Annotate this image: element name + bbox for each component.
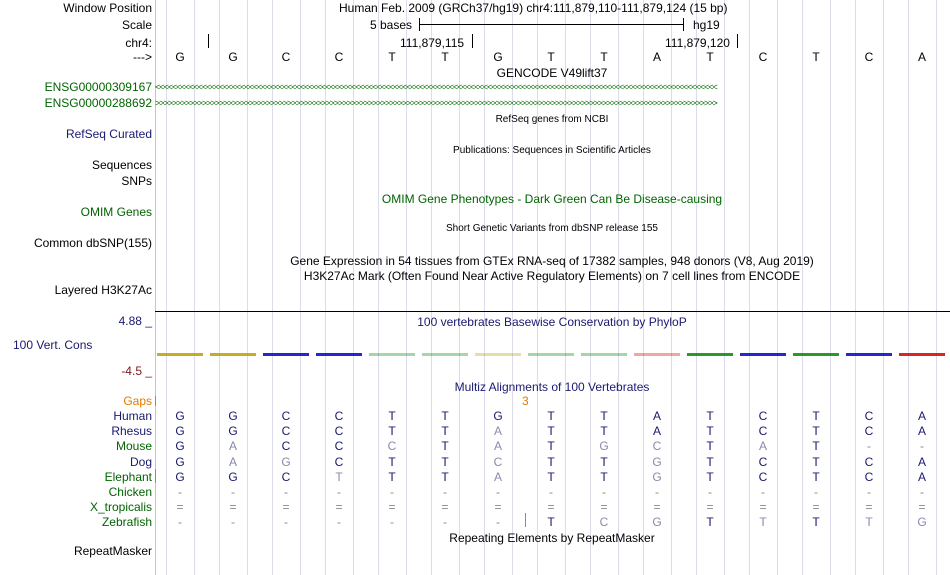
sequence-base: T [706,50,714,64]
conservation-bar [475,353,521,356]
alignment-base: C [334,409,344,423]
sequence-base: T [812,50,820,64]
alignment-base: - [602,485,606,499]
scale-bar [419,24,684,25]
conservation-bar [634,353,680,356]
position-text: Human Feb. 2009 (GRCh37/hg19) chr4:111,879,110-111,879,124 (15 bp) [339,1,728,15]
sequence-base: G [228,50,238,64]
gap-count: 3 [522,394,529,408]
track-title-refseq: RefSeq genes from NCBI [495,114,609,125]
alignment-base: = [388,500,396,514]
alignment-base: T [388,409,396,423]
sequence-base: T [441,50,449,64]
label-window-position[interactable]: Window Position [63,1,152,15]
alignment-base: T [441,409,449,423]
alignment-base: C [864,409,874,423]
alignment-base: T [441,439,449,453]
sequence-base: T [600,50,608,64]
label-cons-min: -4.5 _ [121,364,152,378]
alignment-base: - [178,515,182,529]
alignment-base: C [334,455,344,469]
alignment-base: - [443,485,447,499]
ruler-coord-1: 111,879,115 [400,36,465,50]
alignment-base: T [812,455,820,469]
label-repeatmasker[interactable]: RepeatMasker [73,544,152,558]
species-label[interactable]: Human [113,409,152,423]
sequence-base: G [493,50,503,64]
alignment-base: = [335,500,343,514]
alignment-base: = [759,500,767,514]
alignment-base: A [917,424,926,438]
alignment-base: G [599,439,609,453]
gap-marker [155,469,156,483]
alignment-base: - [867,439,871,453]
sequence-base: A [917,50,926,64]
alignment-base: A [917,409,926,423]
alignment-base: C [758,424,768,438]
species-label[interactable]: Mouse [115,439,152,453]
track-title-phylop: 100 vertebrates Basewise Conservation by PhyloP [417,315,687,329]
alignment-base: A [652,424,661,438]
track-title-omim: OMIM Gene Phenotypes - Dark Green Can Be Disease-causing [381,192,723,206]
alignment-base: T [547,515,555,529]
alignment-base: - [814,485,818,499]
alignment-base: = [441,500,449,514]
alignment-base: = [282,500,290,514]
alignment-base: C [387,439,397,453]
conservation-bar [793,353,839,356]
alignment-base: G [175,409,185,423]
gene-strand-1[interactable]: <<<<<<<<<<<<<<<<<<<<<<<<<<<<<<<<<<<<<<<<<<<<<<<<<<<<<<<<<<<<<<<<<<<<<<<<<<<<<<<<<<<<<<<<<<<<<<<<<<<<<<<<<<<<<<<<<<<<<<<<<<<<<<<<<<<< [155,83,717,91]
track-title-publications: Publications: Sequences in Scientific Articles [453,145,651,156]
alignment-base: - [496,485,500,499]
conservation-bar [899,353,945,356]
label-sequences[interactable]: Sequences [91,158,152,172]
alignment-base: G [917,515,927,529]
alignment-base: C [864,470,874,484]
gap-marker [155,396,156,406]
label-cons-max: 4.88 _ [118,314,152,328]
label-snps[interactable]: SNPs [121,174,152,188]
alignment-base: - [655,485,659,499]
alignment-base: T [441,424,449,438]
alignment-base: T [600,424,608,438]
alignment-base: - [178,485,182,499]
alignment-base: = [653,500,661,514]
track-title-dbsnp: Short Genetic Variants from dbSNP release 155 [446,223,658,234]
label-scale[interactable]: Scale [121,18,152,32]
alignment-base: T [706,470,714,484]
alignment-base: - [496,515,500,529]
track-title-h3k27ac: H3K27Ac Mark (Often Found Near Active Regulatory Elements) on 7 cell lines from ENCODE [303,269,801,283]
alignment-base: T [812,515,820,529]
alignment-base: T [441,455,449,469]
alignment-base: = [812,500,820,514]
gene-strand-2[interactable]: >>>>>>>>>>>>>>>>>>>>>>>>>>>>>>>>>>>>>>>>>>>>>>>>>>>>>>>>>>>>>>>>>>>>>>>>>>>>>>>>>>>>>>>>>>>>>>>>>>>>>>>>>>>>>>>>>>>>>>>>>>>>>>>>>>>> [155,99,717,107]
sequence-base: T [388,50,396,64]
track-title-repeatmasker: Repeating Elements by RepeatMasker [449,531,655,545]
gap-marker [525,513,526,527]
alignment-base: - [337,515,341,529]
alignment-base: G [281,455,291,469]
alignment-base: C [281,409,291,423]
track-image-pane[interactable] [155,0,950,575]
alignment-base: C [599,515,609,529]
alignment-base: C [652,439,662,453]
conservation-bar [846,353,892,356]
alignment-base: G [175,455,185,469]
species-label[interactable]: Rhesus [111,424,152,438]
sequence-base: C [864,50,874,64]
alignment-base: - [284,485,288,499]
sequence-base: C [758,50,768,64]
alignment-base: G [228,424,238,438]
assembly-name: hg19 [693,18,720,32]
alignment-base: C [864,455,874,469]
label-gene-1[interactable]: ENSG00000309167 [44,80,152,94]
alignment-base: T [600,409,608,423]
label-strand-arrow[interactable]: ---> [133,50,152,64]
alignment-base: G [652,455,662,469]
alignment-base: T [388,455,396,469]
h3k27ac-baseline [155,311,950,312]
alignment-base: T [547,455,555,469]
alignment-base: G [175,424,185,438]
alignment-base: T [547,424,555,438]
alignment-base: T [812,439,820,453]
sequence-base: G [175,50,185,64]
alignment-base: G [228,409,238,423]
alignment-base: = [229,500,237,514]
alignment-base: T [706,515,714,529]
conservation-bar [422,353,468,356]
conservation-bar [740,353,786,356]
alignment-base: - [920,439,924,453]
track-title-gencode: GENCODE V49lift37 [496,66,608,80]
alignment-base: T [547,470,555,484]
alignment-base: C [281,470,291,484]
alignment-base: A [493,439,502,453]
alignment-base: T [812,409,820,423]
alignment-base: G [175,470,185,484]
alignment-base: C [758,455,768,469]
alignment-base: - [231,485,235,499]
track-title-multiz: Multiz Alignments of 100 Vertebrates [454,380,650,394]
alignment-base: G [652,470,662,484]
alignment-base: A [652,409,661,423]
alignment-base: = [176,500,184,514]
alignment-base: C [281,424,291,438]
conservation-bar [210,353,256,356]
alignment-base: - [867,485,871,499]
alignment-base: G [228,470,238,484]
alignment-base: T [706,424,714,438]
alignment-base: - [708,485,712,499]
alignment-base: - [231,515,235,529]
label-cons[interactable]: 100 Vert. Cons [13,338,93,352]
alignment-base: T [706,455,714,469]
alignment-base: - [390,485,394,499]
alignment-base: = [918,500,926,514]
ruler-tick [472,34,473,48]
alignment-base: = [547,500,555,514]
sequence-base: T [547,50,555,64]
alignment-base: C [281,439,291,453]
alignment-base: T [706,439,714,453]
label-chr[interactable]: chr4: [125,36,152,50]
alignment-base: T [759,515,767,529]
alignment-base: A [493,424,502,438]
alignment-base: G [175,439,185,453]
alignment-base: - [761,485,765,499]
sequence-base: A [652,50,661,64]
alignment-base: C [334,439,344,453]
conservation-bar [157,353,203,356]
alignment-base: A [917,470,926,484]
alignment-base: C [334,424,344,438]
conservation-bar [528,353,574,356]
alignment-base: T [600,455,608,469]
scale-text: 5 bases [370,18,413,32]
alignment-base: - [337,485,341,499]
alignment-base: - [284,515,288,529]
alignment-base: A [493,470,502,484]
alignment-base: - [549,485,553,499]
alignment-base: - [390,515,394,529]
sequence-base: C [334,50,344,64]
alignment-base: C [493,455,503,469]
alignment-base: T [388,424,396,438]
label-dbsnp[interactable]: Common dbSNP(155) [33,236,152,250]
alignment-base: G [493,409,503,423]
species-label[interactable]: Dog [129,455,152,469]
species-label[interactable]: Chicken [108,485,152,499]
ruler-tick [737,34,738,48]
alignment-base: A [917,455,926,469]
species-label[interactable]: Elephant [104,470,152,484]
alignment-base: T [865,515,873,529]
label-gene-2[interactable]: ENSG00000288692 [44,96,152,110]
scale-bar-right-tick [683,18,684,31]
ruler-tick [208,34,209,48]
alignment-base: - [920,485,924,499]
alignment-base: T [388,470,396,484]
label-omim[interactable]: OMIM Genes [80,205,152,219]
conservation-bar [369,353,415,356]
alignment-base: = [600,500,608,514]
conservation-graph[interactable] [155,348,950,368]
alignment-base: A [758,439,767,453]
alignment-base: C [758,470,768,484]
sequence-base: C [281,50,291,64]
label-gaps[interactable]: Gaps [123,394,152,408]
alignment-base: T [812,424,820,438]
conservation-bar [263,353,309,356]
scale-bar-left-tick [419,18,420,31]
alignment-base: A [228,439,237,453]
alignment-base: C [758,409,768,423]
alignment-base: T [547,409,555,423]
label-h3k27ac[interactable]: Layered H3K27Ac [54,283,152,297]
alignment-base: = [865,500,873,514]
alignment-base: = [706,500,714,514]
alignment-base: C [864,424,874,438]
conservation-bar [687,353,733,356]
alignment-base: T [600,470,608,484]
conservation-bar [316,353,362,356]
alignment-base: = [494,500,502,514]
species-label[interactable]: Zebrafish [101,515,152,529]
alignment-base: T [441,470,449,484]
alignment-base: A [228,455,237,469]
species-label[interactable]: X_tropicalis [89,500,152,514]
ruler-coord-2: 111,879,120 [665,36,730,50]
alignment-base: T [547,439,555,453]
label-refseq[interactable]: RefSeq Curated [65,127,152,141]
alignment-base: - [443,515,447,529]
alignment-base: G [652,515,662,529]
track-title-gtex: Gene Expression in 54 tissues from GTEx RNA-seq of 17382 samples, 948 donors (V8, Aug 2019) [290,254,814,268]
conservation-bar [581,353,627,356]
alignment-base: T [706,409,714,423]
alignment-base: T [335,470,343,484]
alignment-base: T [812,470,820,484]
